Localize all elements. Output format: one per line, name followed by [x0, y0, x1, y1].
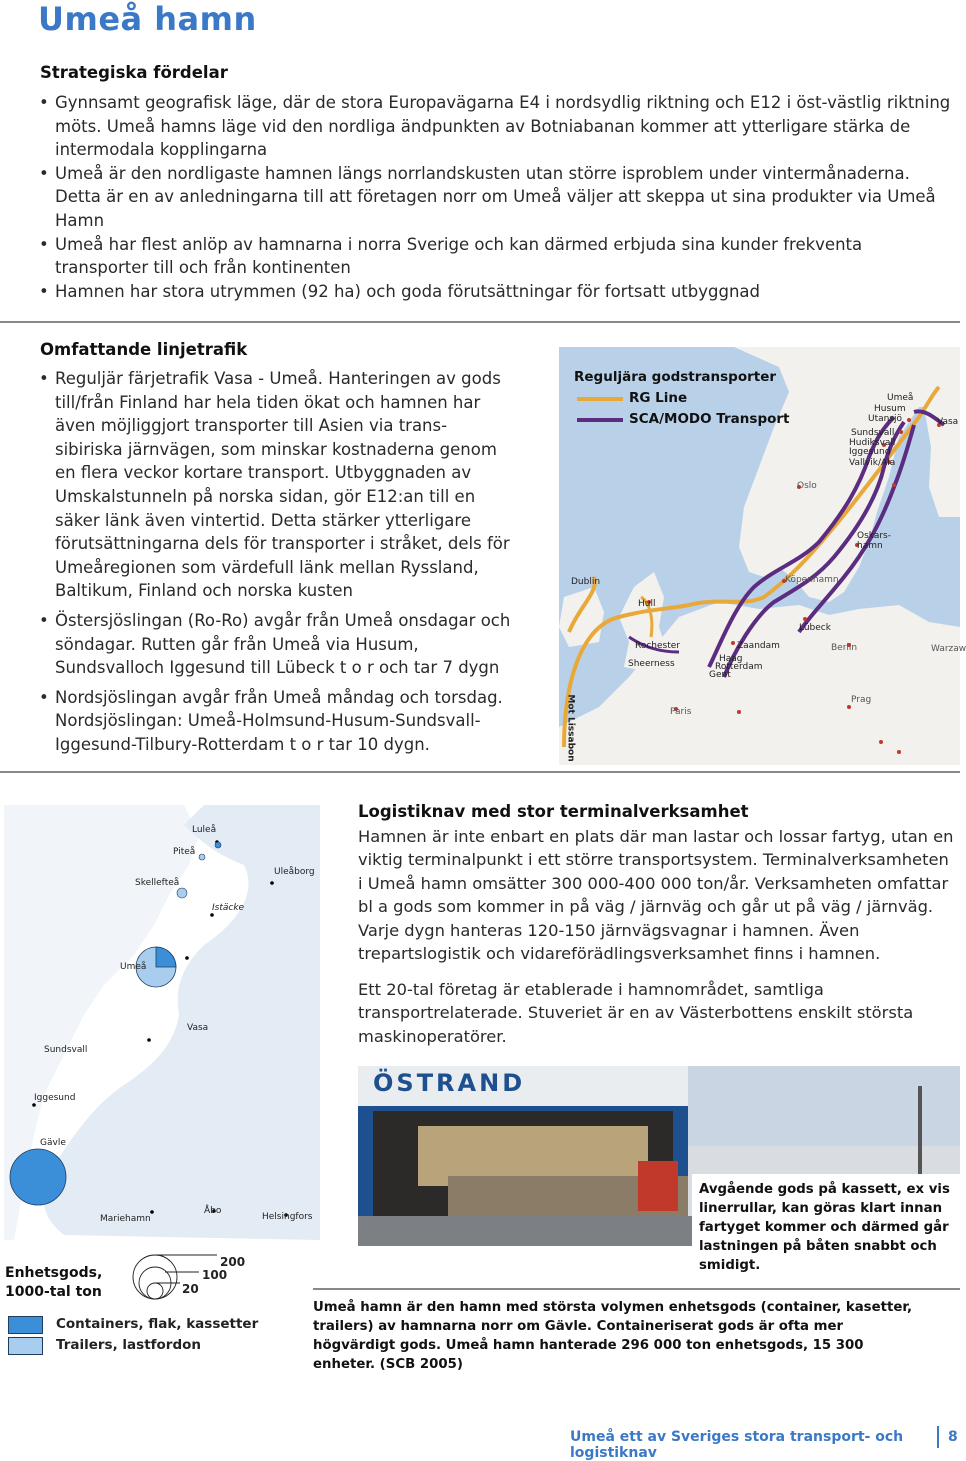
- place-label: Åbo: [204, 1206, 222, 1216]
- place-label: Berlin: [831, 643, 858, 653]
- place-label: Sundsvall: [44, 1045, 88, 1055]
- place-label: Gävle: [40, 1138, 66, 1148]
- place-label: Oskars- hamn: [857, 531, 891, 551]
- list-item: • Nordsjöslingan avgår från Umeå måndag och torsdag. Nordsjöslingan: Umeå-Holmsund-Husum-Sundsvall-Iggesund-Tilbury-Rotterdam t o r tar 10 dygn.: [38, 686, 512, 757]
- place-label: Zaandam: [737, 641, 780, 651]
- liner-bullet-list: [38, 367, 512, 757]
- place-label: Lübeck: [799, 623, 831, 633]
- place-label: Husum: [874, 404, 906, 414]
- trailer-swatch: [8, 1337, 43, 1355]
- skelleftea-volume-circle: [177, 888, 187, 898]
- place-label: Gent: [709, 670, 731, 680]
- place-label: Paris: [670, 707, 692, 717]
- footer-separator: [937, 1426, 939, 1448]
- place-label: Helsingfors: [262, 1212, 313, 1222]
- section-heading-logistics: Logistiknav med stor terminalverksamhet: [358, 802, 749, 821]
- place-label: Luleå: [192, 825, 217, 835]
- list-item: • Östersjöslingan (Ro-Ro) avgår från Umeå onsdagar och söndagar. Rutten går från Umeå via Husum, Sundsvalloch Iggesund till Lübeck t o r och tar 7 dygn: [38, 609, 512, 680]
- list-item: • Reguljär färjetrafik Vasa - Umeå. Hanteringen av gods till/från Finland har hela tiden ökat och hamnen har även möjliggjort transporter till Asien via trans-sibiriska järnvägen, som minskar kostnaderna genom en flera veckor kortare transport. Utbyggnaden av Umskalstunneln på norska sidan, gör E12:an till en säker länk även vintertid. Detta stärker ytterligare förutsättningarna dels för transporter i stråket, dels för Umeåregionen som värdefull länk mellan Ryssland, Baltikum, Finland och norska kusten: [38, 367, 512, 603]
- lulea-volume-circle: [215, 842, 221, 848]
- place-label: Utansjö: [868, 414, 903, 424]
- place-label: Hudiksvall Iggesund: [849, 438, 896, 457]
- scale-label: 100: [202, 1268, 228, 1282]
- place-label: Vallvik/Ala: [849, 458, 896, 468]
- gavle-volume-circle: [10, 1149, 66, 1205]
- place-label: Oslo: [797, 481, 817, 491]
- route-map: [559, 347, 966, 765]
- container-swatch: [8, 1316, 43, 1334]
- volume-map-graphic: [4, 805, 320, 1240]
- volume-legend-title: Enhetsgods, 1000-tal ton: [5, 1265, 103, 1300]
- photo-caption: Avgående gods på kassett, ex vis linerrullar, kan göras klart innan fartyget kommer och därmed går lastningen på båten snabbt och smidigt.: [699, 1182, 950, 1273]
- place-label: Rotterdam: [715, 662, 763, 672]
- place-label: Rochester: [635, 641, 680, 651]
- place-label: Hull: [638, 599, 656, 609]
- ireland-land: [559, 587, 604, 647]
- place-label: Warzaw: [931, 644, 966, 654]
- list-item: • Umeå är den nordligaste hamnen längs norrlandskusten utan större isproblem under vintermånaderna. Detta är en av anledningarna till att företagen norr om Umeå väljer att skeppa ut sina produkter via Umeå Hamn: [38, 162, 953, 233]
- place-label: Umeå: [120, 962, 147, 972]
- list-item: • Umeå har flest anlöp av hamnarna i norra Sverige och kan därmed erbjuda sina kunder frekventa transporter till och från kontinenten: [38, 233, 953, 280]
- divider: [0, 771, 960, 773]
- ship-name: ÖSTRAND: [373, 1069, 526, 1097]
- logistics-paragraph-2: Ett 20-tal företag är etablerade i hamnområdet, samtliga transportrelaterade. Stuveriet är en av Västerbottens enskilt största maskinoperatörer.: [358, 980, 914, 1046]
- route-map-title: Reguljära godstransporter: [574, 369, 777, 385]
- logistics-paragraph-1: Hamnen är inte enbart en plats där man lastar och lossar fartyg, utan en viktig terminalpunkt i ett större transportsystem. Terminalverksamheten i Umeå hamn omsätter 300 000-400 000 ton/år. Verksamheten omfattar bl a gods som kommer in på väg / järnväg och går ut på väg / järnväg. Varje dygn hanteras 120-150 järnvägsvagnar i hamnen. Även trepartslogistik och vidareförädlingsverksamhet finns i hamnen.: [358, 827, 954, 964]
- scale-label: 20: [182, 1282, 199, 1296]
- scale-label: 200: [220, 1255, 246, 1269]
- place-label: Sheerness: [628, 659, 675, 669]
- place-label: Prag: [851, 695, 872, 705]
- footer-text: Umeå ett av Sveriges stora transport- och logistiknav: [570, 1429, 904, 1461]
- rg-line-legend-label: RG Line: [629, 390, 688, 406]
- place-label: Mariehamn: [100, 1214, 151, 1224]
- divider: [0, 321, 960, 323]
- place-label: Iggesund: [34, 1093, 76, 1103]
- page-number: 8: [948, 1429, 958, 1445]
- divider: [313, 1288, 960, 1290]
- place-label: Haag: [719, 654, 743, 664]
- britain-land: [619, 572, 669, 672]
- finland-land: [909, 347, 960, 517]
- list-item: • Hamnen har stora utrymmen (92 ha) och goda förutsättningar för fortsatt utbyggnad: [38, 280, 953, 304]
- pitea-volume-circle: [199, 854, 205, 860]
- container-legend-label: Containers, flak, kassetter: [56, 1316, 259, 1332]
- sca-legend-label: SCA/MODO Transport: [629, 411, 790, 427]
- place-label: Vasa: [187, 1023, 209, 1033]
- place-label: Dublin: [571, 577, 601, 587]
- place-label: Istäcke: [212, 903, 245, 913]
- place-label: Sundsvall: [851, 428, 895, 438]
- section-heading-strategic: Strategiska fördelar: [40, 63, 228, 82]
- place-label: Skellefteå: [135, 878, 180, 888]
- place-label: Uleåborg: [274, 867, 315, 877]
- place-label: Vasa: [937, 417, 959, 427]
- place-label: Mot Lissabon: [565, 694, 576, 762]
- volume-map: [4, 805, 320, 1240]
- bottom-note: Umeå hamn är den hamn med största volymen enhetsgods (container, kasetter, trailers) av hamnarna norr om Gävle. Containeriserat gods är ofta mer högvärdigt gods. Umeå hamn hanterade 296 000 ton enhetsgods, 15 300 enheter. (SCB 2005): [313, 1300, 913, 1372]
- page-title: Umeå hamn: [38, 0, 257, 38]
- trailer-legend-label: Trailers, lastfordon: [56, 1337, 202, 1353]
- place-label: Umeå: [887, 393, 914, 403]
- continent-land: [559, 602, 960, 765]
- list-item: • Gynnsamt geografisk läge, där de stora Europavägarna E4 i nordsydlig riktning och E12 i öst-västlig riktning möts. Umeå hamns läge vid den nordliga ändpunkten av Botniabanan kommer att ytterligare stärka de intermodala kopplingarna: [38, 91, 953, 162]
- place-label: Köpenhamn: [785, 575, 839, 585]
- place-label: Piteå: [173, 847, 196, 857]
- strategic-bullet-list: [38, 91, 953, 303]
- section-heading-liner: Omfattande linjetrafik: [40, 340, 248, 359]
